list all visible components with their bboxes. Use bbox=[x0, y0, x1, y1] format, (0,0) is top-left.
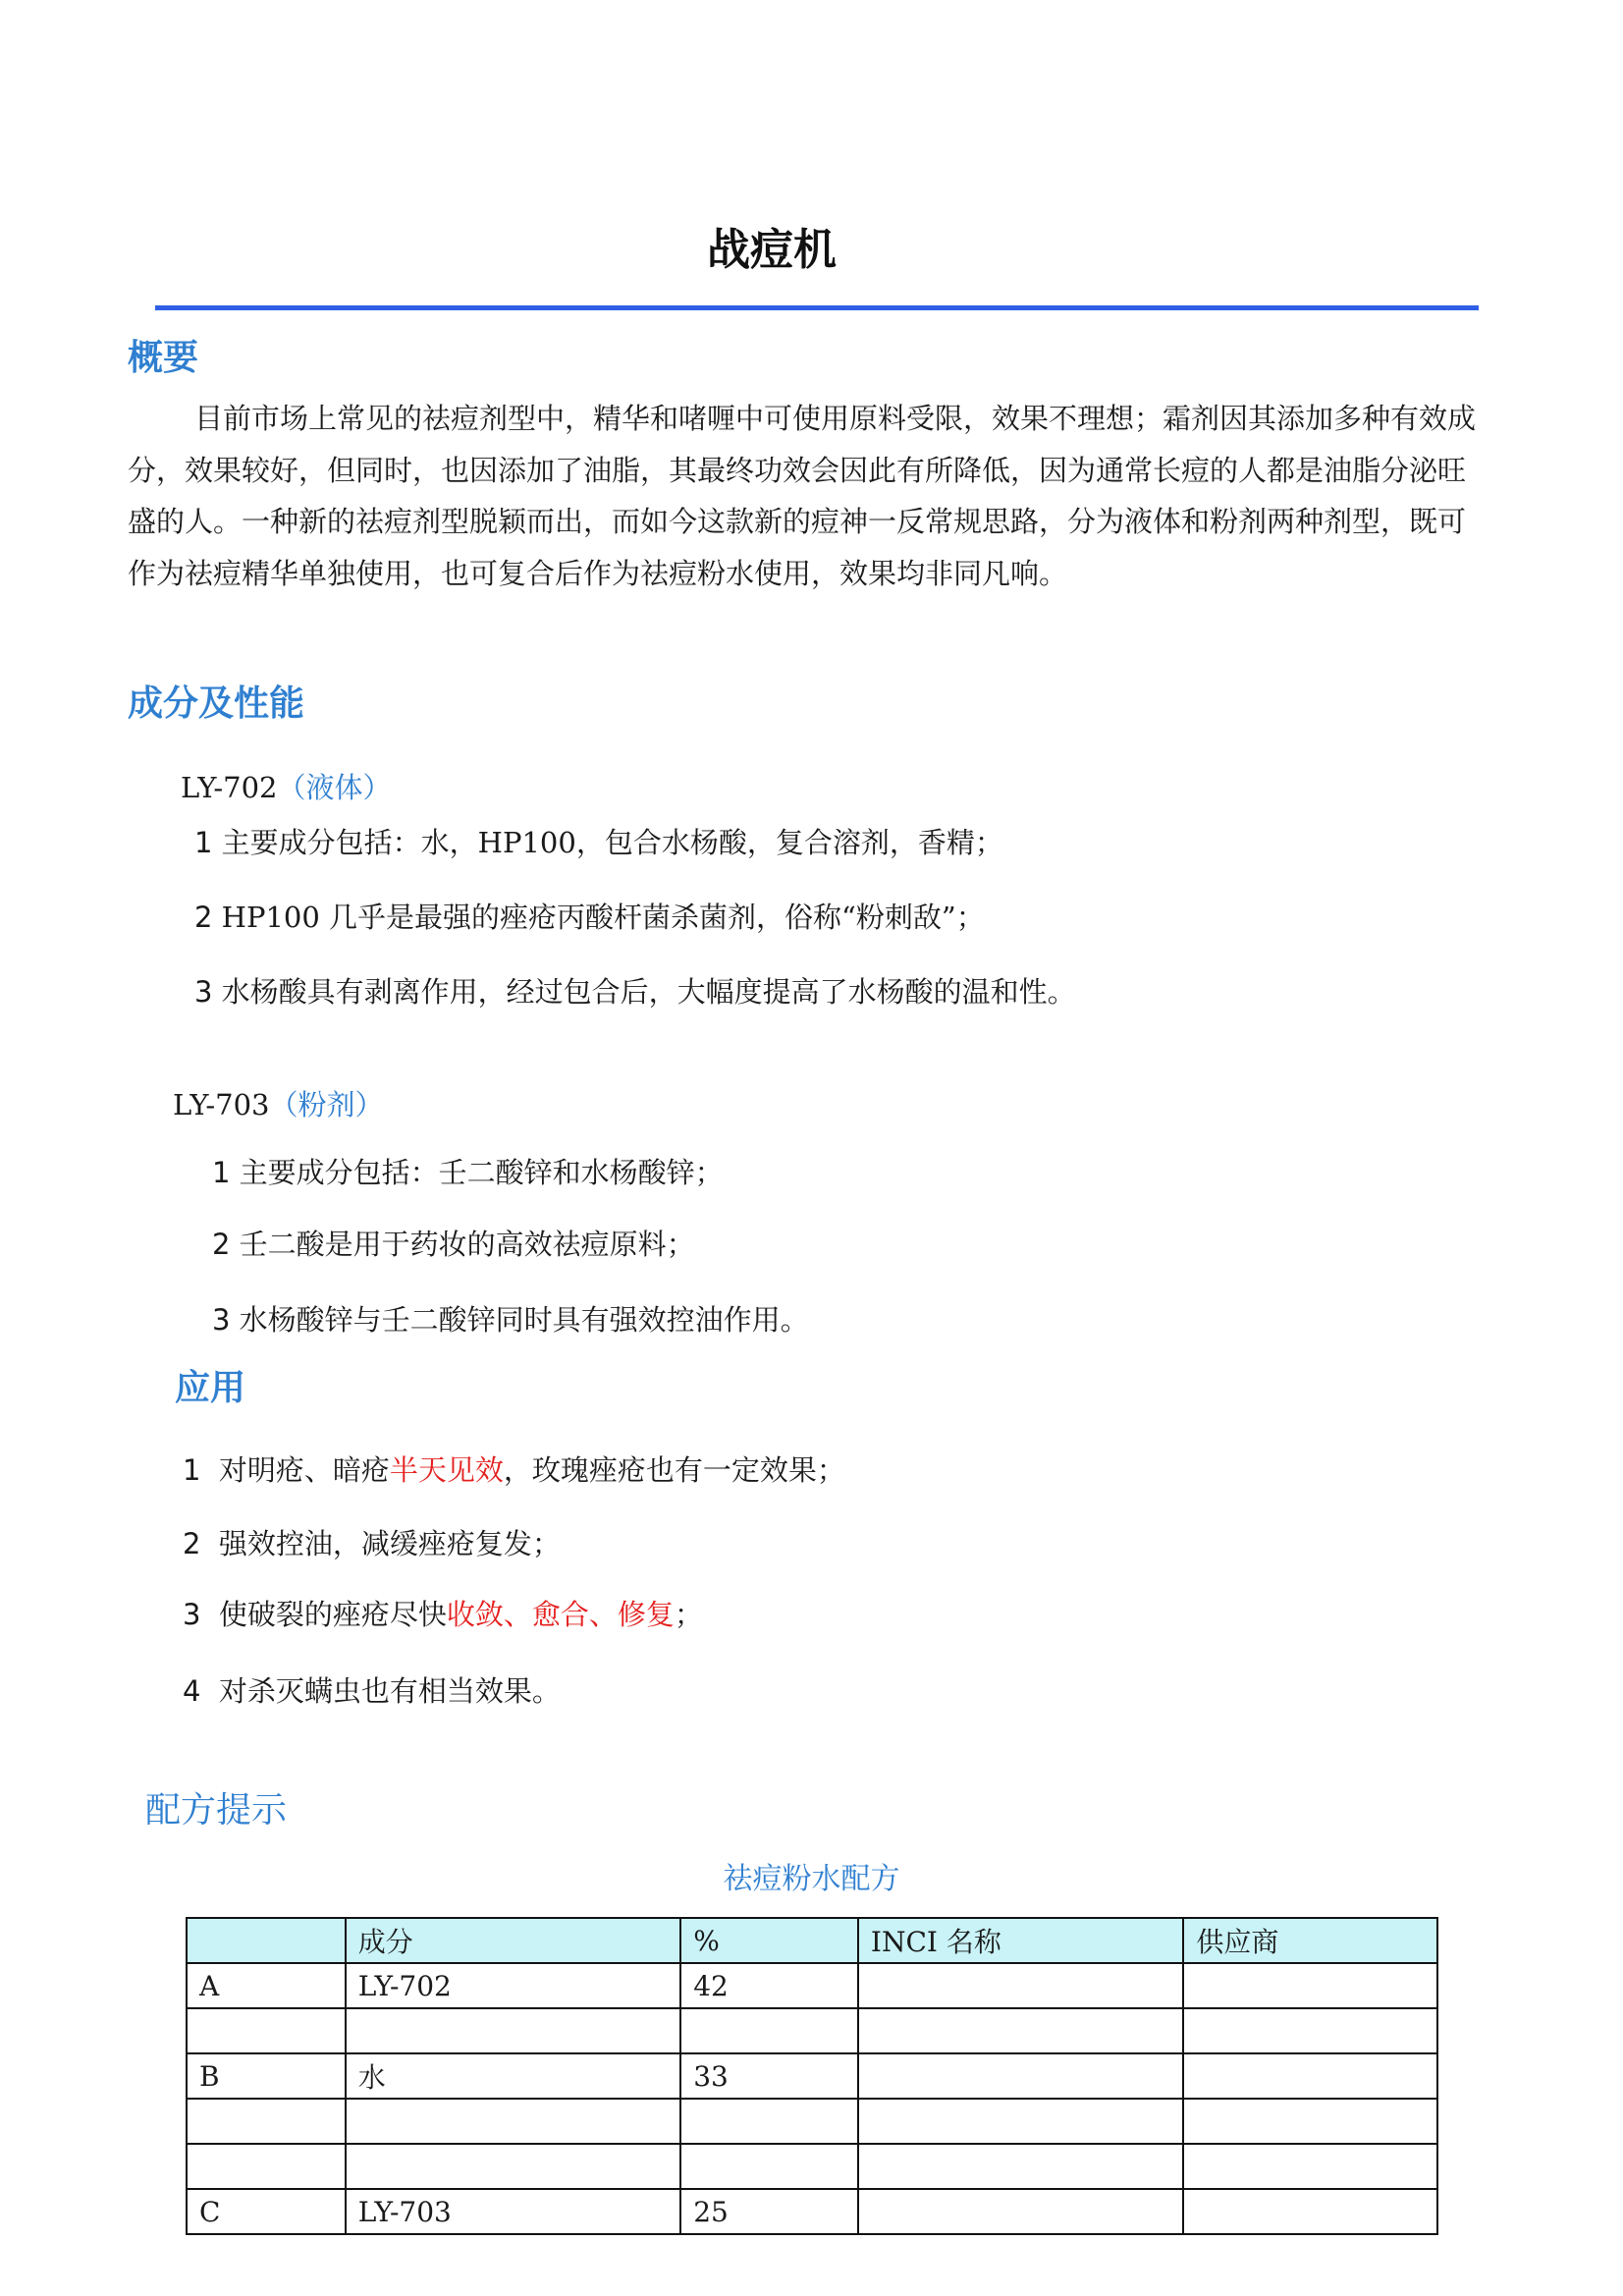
ly702-item-2-num: 2 bbox=[194, 901, 213, 934]
table-cell: LY-703 bbox=[346, 2189, 680, 2234]
formula-caption: 祛痘粉水配方 bbox=[723, 1862, 900, 1896]
table-cell bbox=[858, 2144, 1183, 2189]
ly702-item-1-num: 1 bbox=[194, 826, 213, 859]
table-cell: A bbox=[187, 1963, 346, 2008]
application-heading: 应用 bbox=[175, 1368, 246, 1408]
ly703-item-1-num: 1 bbox=[212, 1156, 231, 1189]
table-cell: C bbox=[187, 2189, 346, 2234]
ly702-form: （液体） bbox=[277, 771, 392, 804]
application-item-3-post: ； bbox=[674, 1598, 703, 1631]
table-cell bbox=[858, 2189, 1183, 2234]
application-item-2-num: 2 bbox=[183, 1527, 201, 1560]
table-cell: 42 bbox=[680, 1963, 858, 2008]
ly702-item-3 bbox=[194, 970, 1076, 1011]
table-cell bbox=[346, 2099, 680, 2144]
table-cell: B bbox=[187, 2053, 346, 2099]
ly702-title bbox=[181, 766, 392, 806]
formula-header-cell: 供应商 bbox=[1183, 1918, 1437, 1963]
application-item-1 bbox=[183, 1449, 845, 1489]
table-cell bbox=[858, 2099, 1183, 2144]
table-cell bbox=[858, 1963, 1183, 2008]
ly703-item-2-num: 2 bbox=[212, 1228, 231, 1261]
ly703-item-1-text: 主要成分包括：壬二酸锌和水杨酸锌； bbox=[239, 1156, 724, 1189]
table-cell bbox=[187, 2144, 346, 2189]
table-cell bbox=[187, 2099, 346, 2144]
table-cell bbox=[1183, 2144, 1437, 2189]
table-cell bbox=[680, 2099, 858, 2144]
application-item-1-highlight: 半天见效 bbox=[389, 1453, 504, 1487]
application-item-3 bbox=[183, 1593, 703, 1633]
table-cell bbox=[187, 2008, 346, 2053]
formula-header-cell bbox=[187, 1918, 346, 1963]
title-divider bbox=[155, 305, 1479, 310]
application-item-3-highlight: 收敛、愈合、修复 bbox=[446, 1598, 675, 1631]
table-cell bbox=[680, 2008, 858, 2053]
table-row bbox=[187, 1963, 1437, 2008]
ly702-item-2 bbox=[194, 896, 985, 936]
table-cell bbox=[1183, 1963, 1437, 2008]
application-item-3-num: 3 bbox=[183, 1598, 201, 1631]
formula-table bbox=[186, 1917, 1438, 2235]
page-title: 战痘机 bbox=[707, 225, 837, 275]
table-cell: 33 bbox=[680, 2053, 858, 2099]
ly702-item-2-text: HP100 几乎是最强的痤疮丙酸杆菌杀菌剂，俗称“粉刺敌”； bbox=[221, 901, 985, 934]
application-item-4 bbox=[183, 1669, 561, 1710]
table-row bbox=[187, 2008, 1437, 2053]
overview-heading: 概要 bbox=[128, 338, 199, 378]
application-item-1-num: 1 bbox=[183, 1453, 201, 1487]
formula-heading: 配方提示 bbox=[145, 1790, 288, 1831]
table-cell bbox=[858, 2053, 1183, 2099]
application-item-4-num: 4 bbox=[183, 1674, 201, 1708]
application-item-1-pre: 对明疮、暗疮 bbox=[218, 1453, 390, 1487]
ly703-item-2-text: 壬二酸是用于药妆的高效祛痘原料； bbox=[239, 1228, 695, 1261]
table-cell bbox=[858, 2008, 1183, 2053]
formula-header-cell: INCI 名称 bbox=[858, 1918, 1183, 1963]
formula-header-cell: % bbox=[680, 1918, 858, 1963]
ly702-item-1 bbox=[194, 821, 1003, 861]
table-cell bbox=[1183, 2053, 1437, 2099]
table-row bbox=[187, 2144, 1437, 2189]
ly703-item-1 bbox=[212, 1151, 724, 1191]
formula-header-row bbox=[187, 1918, 1437, 1963]
application-item-3-pre: 使破裂的痤疮尽快 bbox=[218, 1598, 447, 1631]
ly702-item-1-text: 主要成分包括：水，HP100，包合水杨酸，复合溶剂，香精； bbox=[221, 826, 1003, 859]
ly703-item-3 bbox=[212, 1298, 809, 1339]
application-item-2 bbox=[183, 1522, 561, 1562]
table-cell bbox=[346, 2008, 680, 2053]
ingredients-heading: 成分及性能 bbox=[128, 683, 305, 724]
table-cell: 25 bbox=[680, 2189, 858, 2234]
table-row bbox=[187, 2099, 1437, 2144]
ly702-item-3-num: 3 bbox=[194, 975, 213, 1009]
application-item-2-pre: 强效控油，减缓痤疮复发； bbox=[218, 1527, 561, 1560]
ly703-item-3-text: 水杨酸锌与壬二酸锌同时具有强效控油作用。 bbox=[239, 1303, 809, 1337]
ly702-code: LY-702 bbox=[181, 771, 278, 804]
table-cell: LY-702 bbox=[346, 1963, 680, 2008]
ly703-title bbox=[173, 1083, 384, 1123]
table-row bbox=[187, 2189, 1437, 2234]
table-cell bbox=[1183, 2008, 1437, 2053]
ly703-code: LY-703 bbox=[173, 1088, 270, 1121]
ly703-item-2 bbox=[212, 1223, 695, 1263]
ly703-form: （粉剂） bbox=[269, 1088, 384, 1121]
ly703-item-3-num: 3 bbox=[212, 1303, 231, 1337]
table-cell bbox=[680, 2144, 858, 2189]
application-item-4-pre: 对杀灭螨虫也有相当效果。 bbox=[218, 1674, 561, 1708]
formula-header-cell: 成分 bbox=[346, 1918, 680, 1963]
table-cell: 水 bbox=[346, 2053, 680, 2099]
table-cell bbox=[346, 2144, 680, 2189]
ly702-item-3-text: 水杨酸具有剥离作用，经过包合后，大幅度提高了水杨酸的温和性。 bbox=[221, 975, 1076, 1009]
application-item-1-post: ，玫瑰痤疮也有一定效果； bbox=[503, 1453, 845, 1487]
table-cell bbox=[1183, 2099, 1437, 2144]
table-row bbox=[187, 2053, 1437, 2099]
overview-text: 目前市场上常见的祛痘剂型中，精华和啫喱中可使用原料受限，效果不理想；霜剂因其添加多种有效成分，效果较好，但同时，也因添加了油脂，其最终功效会因此有所降低，因为通常长痘的人都是油脂分泌旺盛的人。一种新的祛痘剂型脱颖而出，而如今这款新的痘神一反常规思路，分为液体和粉剂两种剂型，既可作为祛痘精华单独使用，也可复合后作为祛痘粉水使用，效果均非同凡响。 bbox=[128, 402, 1477, 590]
overview-paragraph bbox=[128, 393, 1483, 599]
table-cell bbox=[1183, 2189, 1437, 2234]
